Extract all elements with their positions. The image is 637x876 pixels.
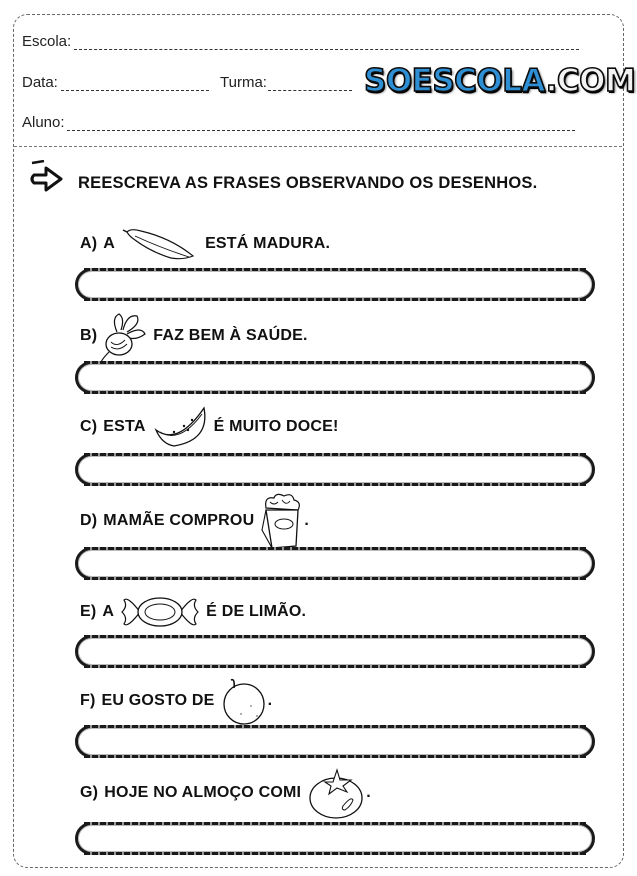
question-g: [80, 766, 371, 820]
question-text-before: HOJE NO ALMOÇO COMI: [104, 784, 302, 801]
banana-icon: [121, 226, 201, 262]
answer-box-d[interactable]: [75, 547, 595, 580]
watermelon-slice-icon: [152, 406, 208, 448]
student-label: Aluno:: [22, 114, 65, 131]
answer-box-c[interactable]: [75, 453, 595, 486]
answer-box-b[interactable]: [75, 361, 595, 394]
question-text-after: É DE LIMÃO.: [206, 603, 307, 620]
question-letter: B): [80, 327, 98, 344]
question-text-before: A: [102, 603, 115, 620]
student-field[interactable]: [22, 114, 575, 131]
question-text-after: ESTÁ MADURA.: [205, 235, 331, 252]
question-d: [80, 492, 309, 550]
answer-box-g[interactable]: [75, 822, 595, 855]
answer-box-f[interactable]: [75, 725, 595, 758]
question-text-after: É MUITO DOCE!: [213, 418, 339, 435]
question-letter: A): [80, 235, 98, 252]
date-input-line[interactable]: [61, 78, 209, 91]
question-letter: E): [80, 603, 97, 620]
question-b: [80, 310, 308, 362]
popcorn-icon: [260, 492, 302, 550]
question-f: [80, 676, 272, 726]
question-text-after: .: [304, 512, 309, 529]
student-input-line[interactable]: [67, 118, 575, 131]
question-text-before: A: [103, 235, 116, 252]
school-input-line[interactable]: [74, 37, 579, 50]
class-label: Turma:: [220, 74, 267, 91]
logo-tld: .COM: [545, 63, 636, 99]
tomato-icon: [307, 766, 365, 820]
instruction-text: REESCREVA AS FRASES OBSERVANDO OS DESENHOS.: [78, 174, 538, 192]
candy-icon: [120, 592, 200, 632]
date-field[interactable]: [22, 74, 209, 91]
beet-icon: [97, 310, 147, 362]
question-text-before: EU GOSTO DE: [101, 692, 215, 709]
answer-box-a[interactable]: [75, 268, 595, 301]
class-input-line[interactable]: [268, 78, 352, 91]
question-letter: G): [80, 784, 99, 801]
header-divider: [14, 146, 622, 147]
question-text-after: FAZ BEM À SAÚDE.: [153, 327, 308, 344]
question-a: [80, 226, 330, 262]
question-text-before: ESTA: [103, 418, 146, 435]
answer-box-e[interactable]: [75, 635, 595, 668]
orange-icon: [221, 676, 267, 726]
arrow-right-icon: [28, 160, 68, 196]
logo-main: SOESCOLA: [364, 63, 546, 99]
question-text-before: MAMÃE COMPROU: [103, 512, 255, 529]
school-field[interactable]: [22, 33, 579, 50]
class-field[interactable]: [220, 74, 352, 91]
date-label: Data:: [22, 74, 58, 91]
question-e: [80, 592, 306, 632]
question-letter: D): [80, 512, 98, 529]
question-text-after: .: [267, 692, 273, 709]
question-text-after: .: [366, 784, 371, 801]
site-logo: [364, 64, 635, 98]
question-c: [80, 406, 339, 448]
question-letter: C): [80, 418, 98, 435]
school-label: Escola:: [22, 33, 72, 50]
question-letter: F): [80, 692, 96, 709]
